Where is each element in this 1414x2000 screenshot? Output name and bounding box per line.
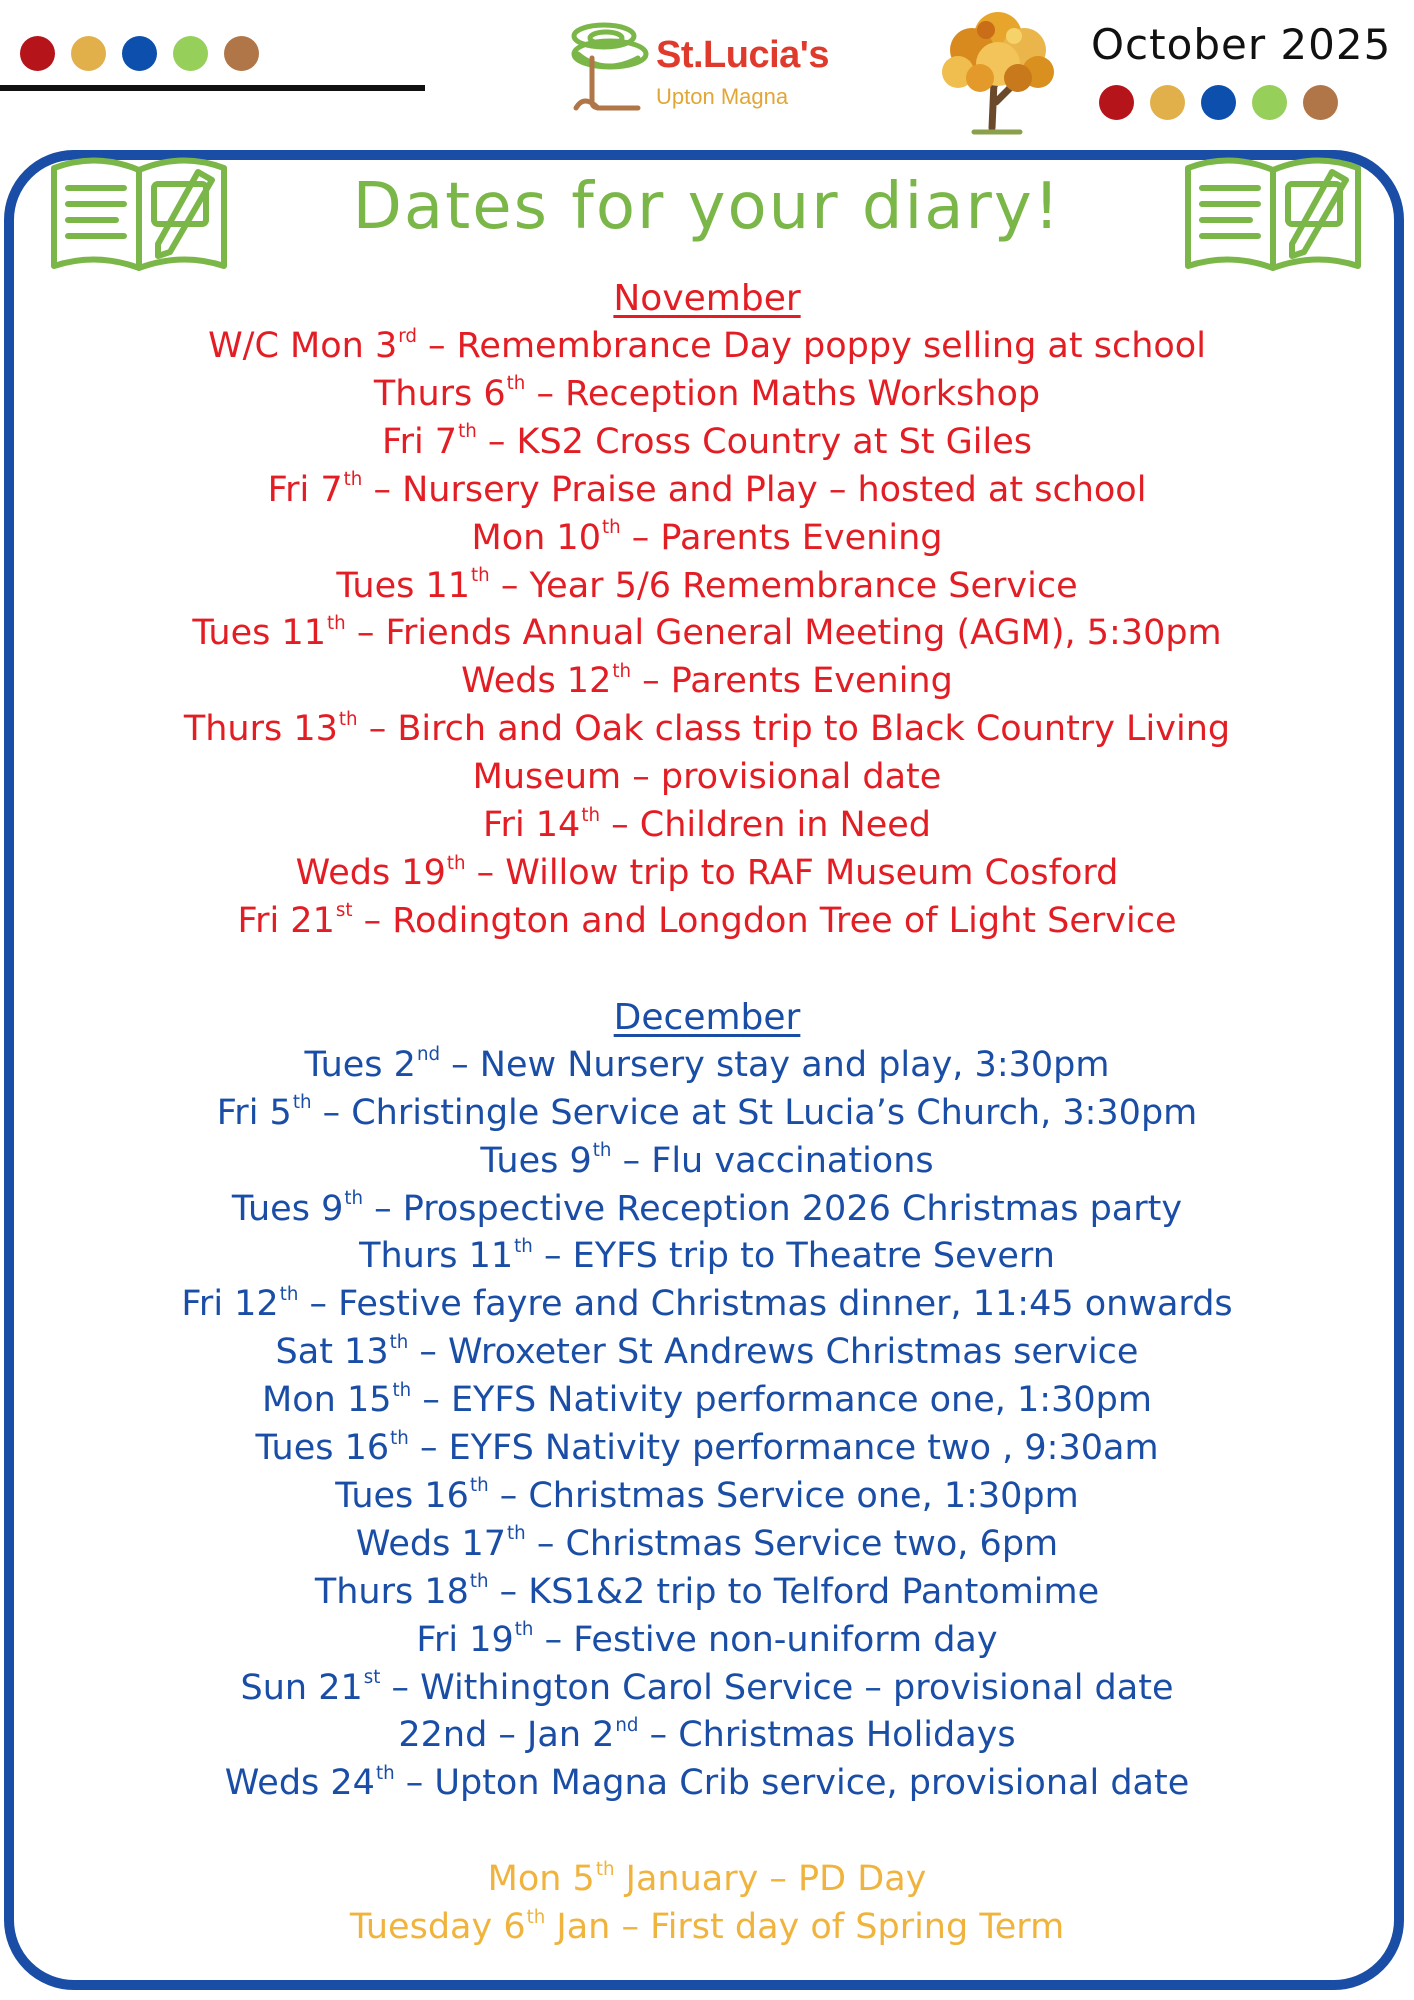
january-list [60,1856,1354,1952]
entry-description: – Wroxeter St Andrews Christmas service [408,1332,1139,1373]
header-rule [0,85,425,91]
dot-green [173,36,208,71]
entry-date-suffix: nd [615,1715,639,1736]
entry-date: 22nd – Jan 2 [398,1715,615,1756]
entry-description: – Year 5/6 Remembrance Service [489,565,1078,606]
entry-date-suffix: th [581,804,601,826]
entry-description: – Reception Maths Workshop [525,373,1041,414]
entry-date-suffix: th [279,1283,299,1305]
entry-date-suffix: th [446,852,466,874]
diary-entry [60,850,1354,898]
month-heading-december: December [613,996,801,1038]
entry-date-suffix: th [375,1762,395,1784]
spiral-logo-icon [558,14,654,114]
entry-date: Weds 24 [224,1763,375,1804]
entry-date: Sun 21 [240,1667,363,1708]
entry-description: – Willow trip to RAF Museum Cosford [465,852,1119,893]
entry-description: – Nursery Praise and Play – hosted at school [362,469,1147,510]
entry-description: – Festive fayre and Christmas dinner, 11:45 onwards [298,1284,1233,1325]
entry-date: Mon 5 [487,1859,595,1900]
entry-date: Weds 12 [461,661,612,702]
diary-entry [60,802,1354,850]
entry-date: Fri 21 [237,900,335,941]
diary-entry [60,1233,1354,1281]
december-list [60,1042,1354,1809]
diary-entry [60,1042,1354,1090]
entry-date-suffix: st [363,1667,381,1689]
entry-date-suffix: th [471,565,490,587]
dot-brown [1303,85,1338,120]
entry-description: – KS2 Cross Country at St Giles [476,421,1032,462]
entry-date: Museum – provisional date [472,757,942,798]
entry-date-suffix: th [514,1619,534,1641]
logo-place-name: Upton Magna [656,84,789,109]
newsletter-date: October 2025 [1091,20,1392,69]
dot-green [1252,85,1287,120]
entry-date: Tues 9 [231,1188,344,1229]
diary-entry [60,1090,1354,1138]
diary-entry [60,1521,1354,1569]
entry-description: – Parents Evening [631,661,953,702]
diary-entry [60,563,1354,611]
dot-gold [1150,85,1185,120]
entry-date-suffix: th [389,1331,409,1353]
entry-date-suffix: th [514,1235,533,1257]
dot-brown [224,36,259,71]
entry-date: Tues 11 [336,565,471,606]
entry-date-suffix: th [292,1092,312,1114]
entry-date: Fri 7 [381,421,458,462]
entry-description: – Festive non-uniform day [533,1619,998,1660]
entry-date-suffix: th [507,1523,526,1545]
entry-date: Fri 19 [416,1619,514,1660]
diary-entry [60,1473,1354,1521]
entry-date: Fri 14 [482,805,581,846]
diary-entry [60,1712,1354,1760]
entry-date-suffix: th [526,1906,546,1928]
entry-date: Thurs 13 [183,709,338,750]
diary-entry [60,1665,1354,1713]
dot-red [1099,85,1134,120]
diary-entry [60,754,1354,802]
diary-entry [60,1186,1354,1234]
diary-entry [60,1569,1354,1617]
entry-date-suffix: th [595,1858,615,1880]
diary-entry [60,467,1354,515]
entry-date: Tues 16 [255,1428,390,1469]
entry-date-suffix: th [469,1475,489,1497]
entry-description: – Flu vaccinations [611,1140,934,1181]
entry-description: – Christmas Service one, 1:30pm [488,1475,1079,1516]
entry-date: Fri 5 [216,1092,292,1133]
entry-description: – EYFS Nativity performance two , 9:30am [408,1428,1159,1469]
diary-entry [60,1329,1354,1377]
month-heading-november: November [613,278,801,319]
entry-date: Tues 11 [192,613,327,654]
diary-entry [60,1904,1354,1952]
color-dots-left [20,36,259,71]
page-title: Dates for your diary! [352,170,1062,244]
diary-entry [60,1856,1354,1904]
entry-description: – EYFS trip to Theatre Severn [532,1236,1055,1277]
entry-date: Fri 7 [267,469,343,510]
entry-date: W/C Mon 3 [208,326,398,366]
entry-date: Sat 13 [275,1332,389,1373]
entry-description: – KS1&2 trip to Telford Pantomime [488,1571,1100,1612]
entry-date-suffix: th [327,612,346,634]
diary-entry [60,419,1354,467]
entry-description: – New Nursery stay and play, 3:30pm [440,1044,1110,1085]
diary-entry [60,898,1354,946]
entry-description: – Birch and Oak class trip to Black Country Living [357,709,1231,750]
diary-entry [60,1377,1354,1425]
logo-school-name: St.Lucia's [656,34,829,76]
entry-date-suffix: st [335,900,353,922]
diary-entry [60,323,1354,371]
entry-date: Mon 10 [471,517,601,558]
entry-description: – Prospective Reception 2026 Christmas party [363,1188,1183,1229]
entry-description: – Parents Evening [620,517,943,558]
entry-date-suffix: th [458,421,477,443]
diary-entry [60,658,1354,706]
entry-date: Weds 19 [295,852,446,893]
diary-content [60,275,1354,1952]
entry-description: – Withington Carol Service – provisional date [380,1667,1174,1708]
diary-entry [60,1425,1354,1473]
entry-date: Thurs 18 [314,1571,469,1612]
dot-blue [122,36,157,71]
dot-gold [71,36,106,71]
entry-date-suffix: th [338,708,358,730]
november-list [60,323,1354,946]
entry-date-suffix: th [343,469,363,491]
entry-date-suffix: th [392,1379,412,1401]
entry-date: Weds 17 [355,1523,507,1564]
dot-red [20,36,55,71]
diary-entry [60,1281,1354,1329]
color-dots-right [1099,85,1338,120]
entry-description: – Children in Need [600,805,932,846]
entry-description: – EYFS Nativity performance one, 1:30pm [411,1380,1152,1421]
entry-date: Thurs 6 [373,373,506,414]
entry-date: Tues 9 [480,1140,592,1181]
entry-description: – Christmas Service two, 6pm [525,1523,1059,1564]
diary-entry [60,610,1354,658]
entry-date: Tues 16 [335,1475,469,1516]
dot-blue [1201,85,1236,120]
entry-date: Thurs 11 [359,1236,514,1277]
entry-date-suffix: th [612,660,632,682]
entry-description: – Remembrance Day poppy selling at school [416,326,1206,366]
diary-entry [60,1760,1354,1808]
entry-date-suffix: th [390,1427,409,1449]
autumn-tree-icon [934,6,1062,136]
entry-date-suffix: th [592,1140,612,1162]
diary-entry [60,706,1354,754]
school-logo [558,14,868,114]
entry-date: Tues 2 [304,1044,416,1085]
entry-description: – Rodington and Longdon Tree of Light Service [352,900,1177,941]
diary-entry [60,515,1354,563]
entry-description: – Christmas Holidays [638,1715,1016,1756]
entry-date-suffix: th [601,517,621,539]
entry-date-suffix: th [469,1571,489,1593]
entry-date: Fri 12 [181,1284,279,1325]
entry-description: Jan – First day of Spring Term [545,1907,1065,1948]
entry-description: – Christingle Service at St Lucia’s Church, 3:30pm [311,1092,1198,1133]
diary-entry [60,1138,1354,1186]
entry-date: Mon 15 [262,1380,392,1421]
diary-entry [60,1617,1354,1665]
entry-date: Tuesday 6 [349,1907,526,1948]
entry-description: – Friends Annual General Meeting (AGM), 5:30pm [345,613,1222,654]
entry-date-suffix: th [344,1188,364,1210]
entry-date-suffix: nd [416,1044,441,1066]
diary-entry [60,371,1354,419]
entry-description: January – PD Day [614,1859,927,1900]
entry-description: – Upton Magna Crib service, provisional date [394,1763,1190,1804]
entry-date-suffix: rd [398,325,417,347]
entry-date-suffix: th [506,373,526,395]
